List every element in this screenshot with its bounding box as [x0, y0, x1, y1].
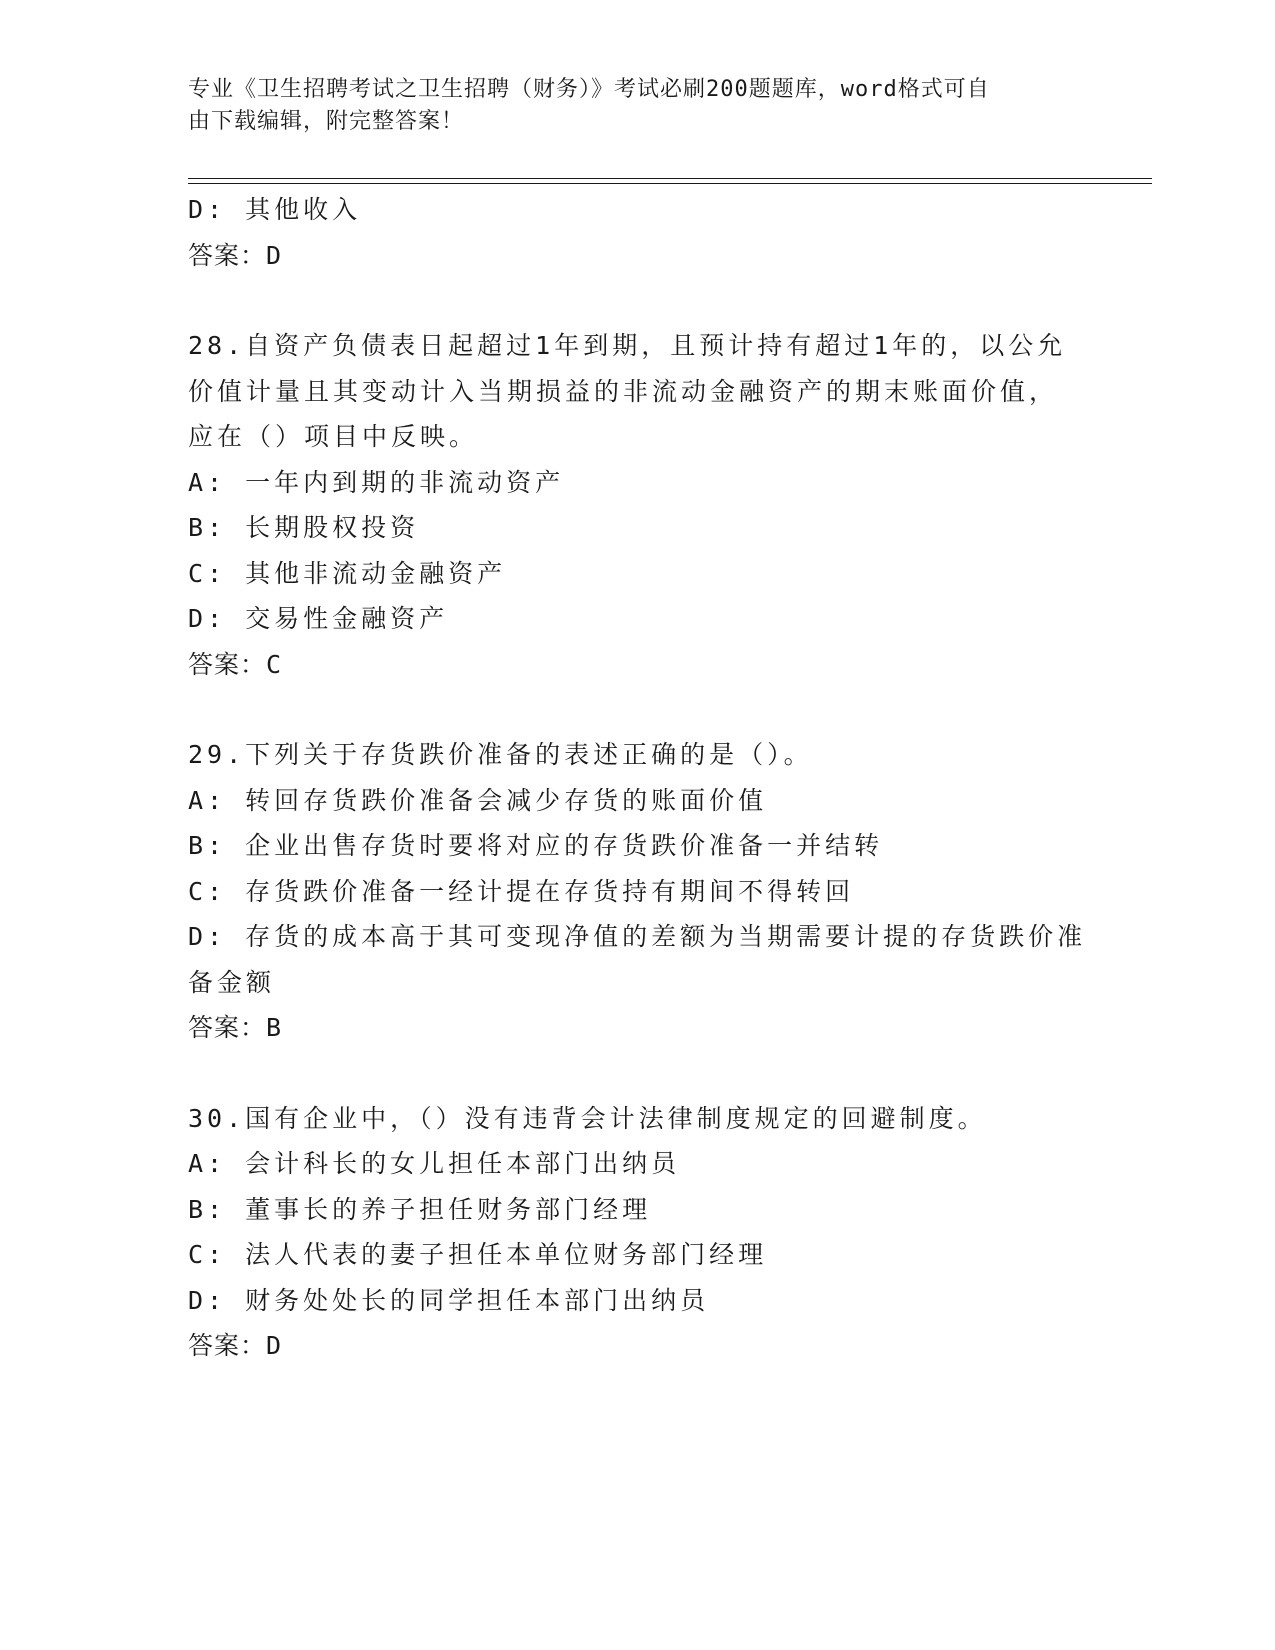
answer-line: 答案：D — [188, 1331, 283, 1360]
option-b: B: 长期股权投资 — [188, 513, 420, 542]
question-29 — [188, 732, 1088, 1051]
question-list — [188, 187, 1088, 1369]
header-divider-top — [188, 178, 1152, 179]
previous-question-tail — [188, 187, 1088, 278]
question-stem: 应在（）项目中反映。 — [188, 422, 479, 451]
option-d-continued: 备金额 — [188, 967, 276, 997]
option-d: D: 其他收入 — [188, 195, 362, 224]
answer-line: 答案：D — [188, 240, 283, 270]
header-divider-bottom — [188, 183, 1152, 184]
option-c: C: 法人代表的妻子担任本单位财务部门经理 — [188, 1240, 768, 1269]
option-b: B: 企业出售存货时要将对应的存货跌价准备一并结转 — [188, 831, 884, 860]
option-d: D: 财务处处长的同学担任本部门出纳员 — [188, 1285, 710, 1315]
document-header — [188, 74, 1068, 138]
question-30 — [188, 1096, 1088, 1369]
question-stem: 28.自资产负债表日起超过1年到期，且预计持有超过1年的，以公允 — [188, 331, 1067, 360]
header-title-line-1: 专业《卫生招聘考试之卫生招聘（财务）》考试必刷200题题库，word格式可自 — [188, 77, 990, 102]
option-d: D: 存货的成本高于其可变现净值的差额为当期需要计提的存货跌价准 — [188, 922, 1087, 951]
option-a: A: 转回存货跌价准备会减少存货的账面价值 — [188, 785, 768, 815]
option-c: C: 存货跌价准备一经计提在存货持有期间不得转回 — [188, 876, 855, 906]
question-stem: 29.下列关于存货跌价准备的表述正确的是（）。 — [188, 740, 813, 769]
option-d: D: 交易性金融资产 — [188, 604, 449, 633]
option-c: C: 其他非流动金融资产 — [188, 558, 507, 588]
answer-line: 答案：C — [188, 649, 283, 679]
answer-line: 答案：B — [188, 1013, 283, 1042]
header-title-line-2: 由下载编辑，附完整答案！ — [188, 109, 465, 134]
question-stem: 价值计量且其变动计入当期损益的非流动金融资产的期末账面价值， — [188, 376, 1059, 406]
option-a: A: 一年内到期的非流动资产 — [188, 467, 565, 497]
option-a: A: 会计科长的女儿担任本部门出纳员 — [188, 1149, 681, 1178]
question-28 — [188, 323, 1088, 687]
question-stem: 30.国有企业中，（）没有违背会计法律制度规定的回避制度。 — [188, 1103, 987, 1133]
option-b: B: 董事长的养子担任财务部门经理 — [188, 1194, 652, 1224]
